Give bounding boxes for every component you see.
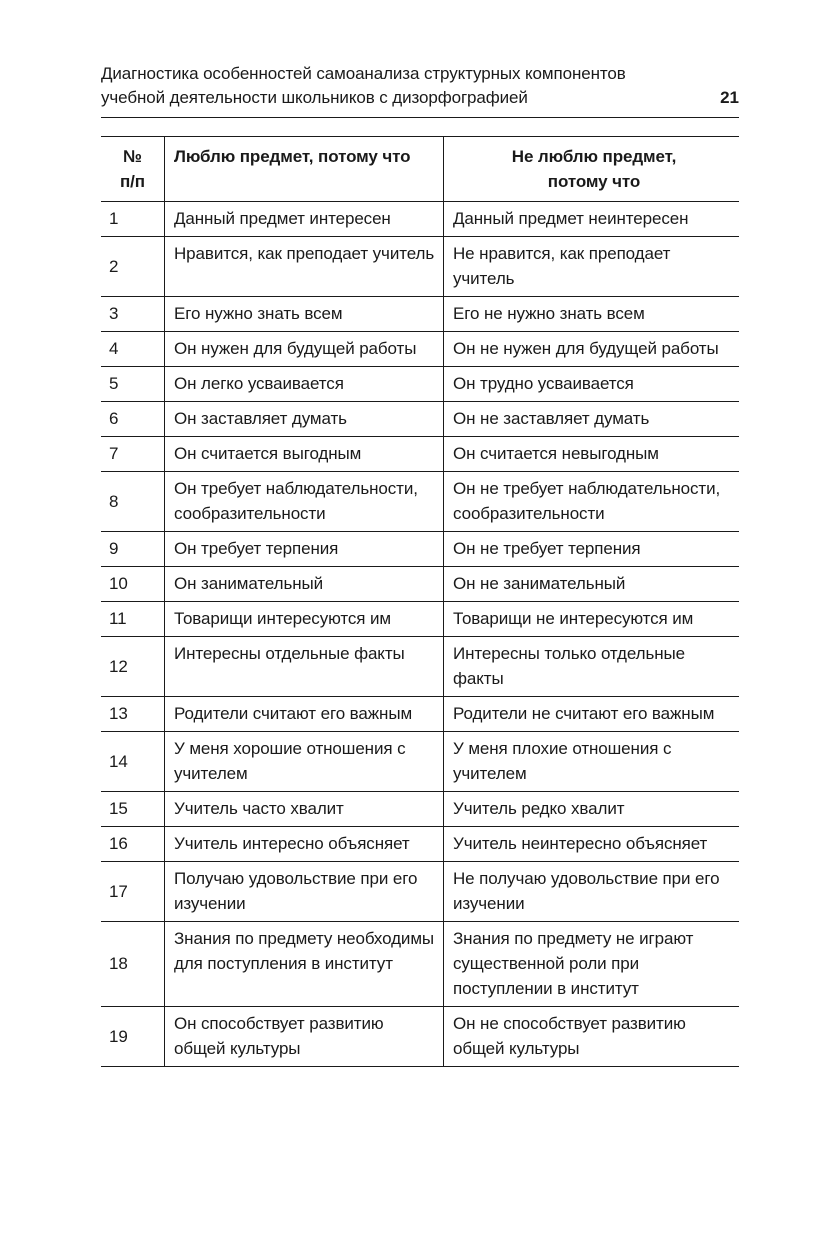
column-header-dislike-line-1: Не люблю предмет,: [511, 147, 677, 166]
like-reason: Интересны отдельные факты: [165, 637, 444, 697]
row-number: 17: [101, 862, 165, 922]
table-row: [101, 922, 739, 1007]
running-title-line-1: Диагностика особенностей самоанализа структурных компонентов: [101, 64, 626, 83]
row-number: 11: [101, 602, 165, 637]
row-number: 6: [101, 402, 165, 437]
like-reason: Родители считают его важным: [165, 697, 444, 732]
like-reason: Он занимательный: [165, 567, 444, 602]
table-row: [101, 402, 739, 437]
like-reason: Учитель часто хвалит: [165, 792, 444, 827]
row-number: 15: [101, 792, 165, 827]
page-header: [101, 62, 739, 110]
row-number: 14: [101, 732, 165, 792]
dislike-reason: Знания по предмету не играют существенной роли при поступлении в институт: [444, 922, 740, 1007]
table-header-row: [101, 137, 739, 202]
table-row: [101, 637, 739, 697]
dislike-reason: Его не нужно знать всем: [444, 297, 740, 332]
table-row: [101, 532, 739, 567]
row-number: 13: [101, 697, 165, 732]
table-header: [101, 137, 739, 202]
dislike-reason: Он трудно усваивается: [444, 367, 740, 402]
table-body: [101, 202, 739, 1067]
row-number: 9: [101, 532, 165, 567]
like-reason: Знания по предмету необходимы для поступления в институт: [165, 922, 444, 1007]
like-reason: Данный предмет интересен: [165, 202, 444, 237]
table-row: [101, 332, 739, 367]
dislike-reason: Родители не считают его важным: [444, 697, 740, 732]
like-reason: Учитель интересно объясняет: [165, 827, 444, 862]
row-number: 7: [101, 437, 165, 472]
like-reason: Нравится, как преподает учитель: [165, 237, 444, 297]
header-divider: [101, 117, 739, 118]
dislike-reason: У меня плохие отношения с учителем: [444, 732, 740, 792]
dislike-reason: Он не требует наблюдательности, сообразительности: [444, 472, 740, 532]
like-reason: Он требует терпения: [165, 532, 444, 567]
dislike-reason: Он не способствует развитию общей культуры: [444, 1007, 740, 1067]
table-row: [101, 367, 739, 402]
dislike-reason: Учитель неинтересно объясняет: [444, 827, 740, 862]
row-number: 5: [101, 367, 165, 402]
dislike-reason: Не нравится, как преподает учитель: [444, 237, 740, 297]
row-number: 12: [101, 637, 165, 697]
column-header-dislike-line-2: потому что: [547, 172, 641, 191]
like-reason: Он нужен для будущей работы: [165, 332, 444, 367]
dislike-reason: Он не требует терпения: [444, 532, 740, 567]
page-number: 21: [720, 88, 739, 107]
running-title: [101, 62, 681, 110]
table-row: [101, 1007, 739, 1067]
column-header-number-line-1: №: [123, 147, 142, 166]
dislike-reason: Учитель редко хвалит: [444, 792, 740, 827]
dislike-reason: Он не заставляет думать: [444, 402, 740, 437]
like-reason: Он способствует развитию общей культуры: [165, 1007, 444, 1067]
running-title-line-2: учебной деятельности школьников с дизорфографией: [101, 88, 528, 107]
like-reason: Он считается выгодным: [165, 437, 444, 472]
table-row: [101, 827, 739, 862]
like-reason: Товарищи интересуются им: [165, 602, 444, 637]
dislike-reason: Интересны только отдельные факты: [444, 637, 740, 697]
table-row: [101, 237, 739, 297]
row-number: 8: [101, 472, 165, 532]
dislike-reason: Он не занимательный: [444, 567, 740, 602]
table-row: [101, 437, 739, 472]
like-reason: Его нужно знать всем: [165, 297, 444, 332]
row-number: 10: [101, 567, 165, 602]
subject-attitude-table: [101, 136, 739, 1067]
like-reason: Он легко усваивается: [165, 367, 444, 402]
dislike-reason: Он не нужен для будущей работы: [444, 332, 740, 367]
dislike-reason: Не получаю удовольствие при его изучении: [444, 862, 740, 922]
row-number: 19: [101, 1007, 165, 1067]
table-row: [101, 732, 739, 792]
row-number: 16: [101, 827, 165, 862]
row-number: 3: [101, 297, 165, 332]
column-header-number: [101, 137, 165, 202]
row-number: 18: [101, 922, 165, 1007]
column-header-dislike: [444, 137, 740, 202]
like-reason: Получаю удовольствие при его изучении: [165, 862, 444, 922]
table-row: [101, 602, 739, 637]
dislike-reason: Товарищи не интересуются им: [444, 602, 740, 637]
dislike-reason: Данный предмет неинтересен: [444, 202, 740, 237]
column-header-number-line-2: п/п: [120, 172, 145, 191]
row-number: 1: [101, 202, 165, 237]
table-row: [101, 567, 739, 602]
table-row: [101, 792, 739, 827]
table-row: [101, 202, 739, 237]
table-row: [101, 472, 739, 532]
column-header-like: Люблю предмет, потому что: [165, 137, 444, 202]
row-number: 2: [101, 237, 165, 297]
table-row: [101, 697, 739, 732]
table-row: [101, 862, 739, 922]
like-reason: Он требует наблюдательности, сообразительности: [165, 472, 444, 532]
table-row: [101, 297, 739, 332]
row-number: 4: [101, 332, 165, 367]
like-reason: У меня хорошие отношения с учителем: [165, 732, 444, 792]
dislike-reason: Он считается невыгодным: [444, 437, 740, 472]
like-reason: Он заставляет думать: [165, 402, 444, 437]
